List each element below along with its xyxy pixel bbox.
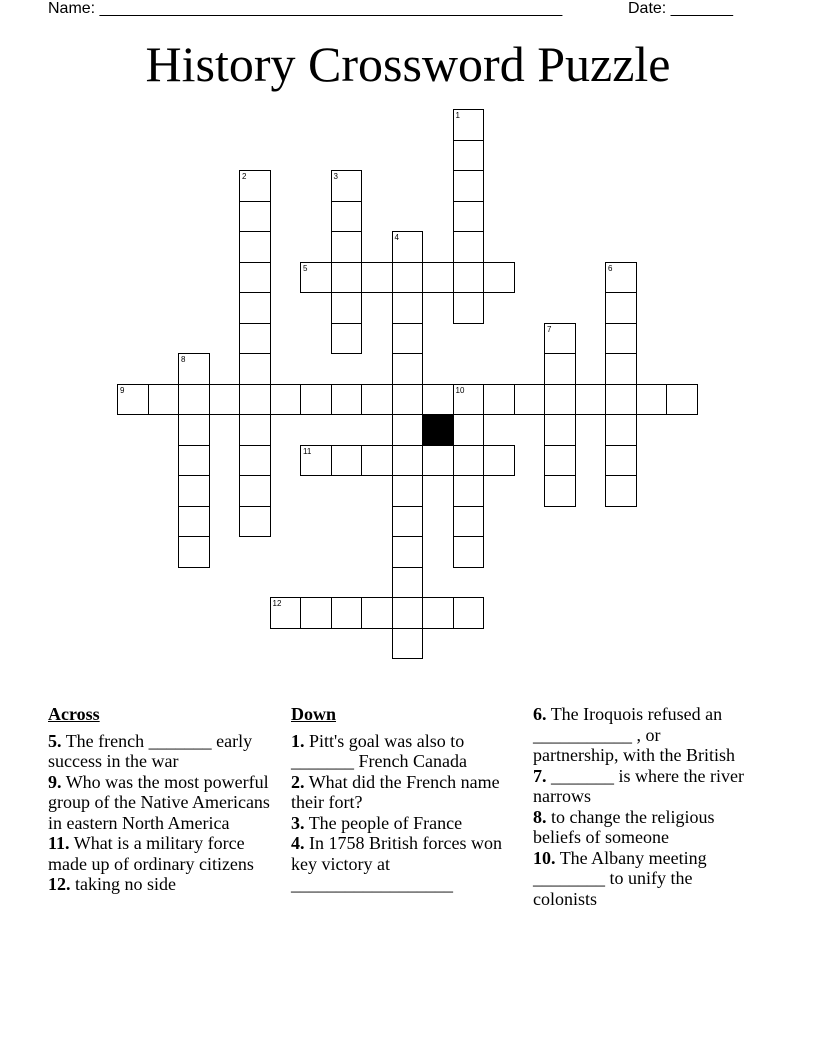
grid-cell[interactable] [453,384,485,416]
grid-cell[interactable] [544,445,576,477]
clue-text: taking no side [75,874,176,894]
grid-cell[interactable] [483,262,515,294]
cell-number: 11 [303,446,312,456]
grid-cell[interactable] [178,445,210,477]
clue-text: Who was the most powerful group of the Native Americans in eastern North America [48,771,270,833]
grid-cell[interactable] [544,323,576,355]
grid-cell[interactable] [483,384,515,416]
grid-cell[interactable] [239,475,271,507]
cell-number: 2 [242,172,247,181]
grid-cell[interactable] [178,353,210,385]
grid-cell[interactable] [392,506,424,538]
grid-cell[interactable] [636,384,668,416]
grid-cell[interactable] [239,201,271,233]
grid-cell[interactable] [239,292,271,324]
clue-down-10 [533,848,747,910]
clue-across-12 [48,874,274,895]
grid-cell[interactable] [422,384,454,416]
clue-number: 6. [533,704,547,724]
cell-number: 9 [120,385,125,395]
grid-cell[interactable] [270,384,302,416]
grid-cell[interactable] [392,597,424,629]
grid-cell[interactable] [544,353,576,385]
grid-cell[interactable] [331,292,363,324]
clue-number: 9. [48,771,62,792]
clue-text: What did the French name their fort? [291,771,500,812]
grid-cell[interactable] [575,384,607,416]
cell-number: 10 [455,385,465,395]
grid-cell[interactable] [544,475,576,507]
cell-number: 12 [272,599,282,608]
grid-cell[interactable] [453,231,485,263]
grid-cell[interactable] [605,445,637,477]
grid-cell[interactable] [392,323,424,355]
grid-cell[interactable] [422,597,454,629]
clue-number: 2. [291,771,305,792]
grid-cell[interactable] [239,445,271,477]
grid-cell[interactable] [392,567,424,599]
grid-cell[interactable] [392,231,424,263]
clue-text: _______ is where the river narrows [533,765,744,806]
clue-text: The Iroquois refused an ___________ , or partnership, with the British [533,704,735,765]
grid-cell[interactable] [300,262,332,294]
grid-cell[interactable] [239,323,271,355]
grid-cell[interactable] [392,353,424,385]
clue-number: 3. [291,812,305,833]
grid-cell[interactable] [331,597,363,629]
grid-cell[interactable] [605,475,637,507]
cell-number: 6 [608,263,613,273]
grid-cell[interactable] [178,384,210,416]
grid-cell[interactable] [605,262,637,294]
grid-cell[interactable] [605,414,637,446]
grid-cell[interactable] [239,506,271,538]
clue-across-5 [48,731,274,772]
grid-cell[interactable] [605,292,637,324]
clue-down-7 [533,766,747,807]
clue-number: 10. [533,847,556,868]
grid-cell[interactable] [392,292,424,324]
grid-cell[interactable] [666,384,698,416]
grid-cell[interactable] [178,536,210,568]
clue-across-9 [48,772,274,834]
name-field-label: Name: ____________________________________________________ [48,0,563,17]
clue-text: In 1758 British forces won key victory at __________________ [291,833,502,894]
grid-cell[interactable] [209,384,241,416]
grid-cell[interactable] [392,475,424,507]
grid-cell[interactable] [453,140,485,172]
clue-number: 12. [48,874,71,894]
grid-cell[interactable] [453,506,485,538]
grid-cell[interactable] [361,445,393,477]
across-clues [48,704,274,895]
clue-number: 8. [533,806,547,827]
clue-down-1 [291,731,503,772]
cell-number: 7 [547,324,552,334]
grid-cell[interactable] [117,384,149,416]
grid-cell[interactable] [331,384,363,416]
grid-cell[interactable] [544,414,576,446]
page-title: History Crossword Puzzle [145,36,671,92]
grid-cell[interactable] [453,445,485,477]
grid-cell[interactable] [392,445,424,477]
grid-cell[interactable] [453,170,485,202]
grid-cell[interactable] [331,201,363,233]
grid-cell[interactable] [178,506,210,538]
cell-number: 4 [394,233,399,242]
grid-cell[interactable] [483,445,515,477]
grid-cell[interactable] [605,323,637,355]
grid-cell[interactable] [605,353,637,385]
grid-cell[interactable] [239,170,271,202]
clue-text: The Albany meeting ________ to unify the colonists [533,847,707,909]
grid-cell[interactable] [148,384,180,416]
clue-text: What is a military force made up of ordinary citizens [48,833,254,874]
grid-cell[interactable] [178,414,210,446]
grid-cell[interactable] [453,597,485,629]
clue-number: 1. [291,730,305,751]
clue-down-6 [533,704,747,766]
cell-number: 1 [455,111,460,120]
grid-cell[interactable] [270,597,302,629]
grid-cell[interactable] [392,628,424,660]
grid-cell[interactable] [453,475,485,507]
grid-cell[interactable] [331,323,363,355]
grid-cell[interactable] [453,414,485,446]
grid-cell[interactable] [331,262,363,294]
grid-cell[interactable] [453,536,485,568]
grid-cell[interactable] [331,231,363,263]
date-field-label: Date: _______ [628,0,733,17]
clue-down-3 [291,813,503,834]
down-clues [291,704,503,895]
clue-number: 7. [533,765,547,786]
grid-cell[interactable] [514,384,546,416]
clue-down-4 [291,833,503,895]
grid-cell[interactable] [361,384,393,416]
grid-cell[interactable] [453,292,485,324]
grid-cell[interactable] [300,384,332,416]
grid-cell[interactable] [392,384,424,416]
grid-cell[interactable] [361,262,393,294]
blocked-cell [422,414,454,446]
grid-cell[interactable] [392,262,424,294]
clue-text: Pitt's goal was also to _______ French Canada [291,730,467,771]
grid-cell[interactable] [453,109,485,141]
clue-down-8 [533,807,747,848]
grid-cell[interactable] [300,445,332,477]
clue-text: to change the religious beliefs of someone [533,806,715,847]
grid-cell[interactable] [361,597,393,629]
clue-down-2 [291,772,503,813]
grid-cell[interactable] [453,201,485,233]
clue-number: 5. [48,730,62,751]
grid-cell[interactable] [392,414,424,446]
grid-cell[interactable] [239,262,271,294]
grid-cell[interactable] [544,384,576,416]
grid-cell[interactable] [239,353,271,385]
grid-cell[interactable] [239,384,271,416]
grid-cell[interactable] [239,231,271,263]
cell-number: 3 [333,172,338,181]
grid-cell[interactable] [605,384,637,416]
clue-text: The people of France [308,812,463,833]
grid-cell[interactable] [331,445,363,477]
clue-number: 11. [48,833,70,853]
grid-cell[interactable] [422,262,454,294]
grid-cell[interactable] [392,536,424,568]
cell-number: 5 [303,263,308,273]
down-clues-continued [533,704,747,909]
clue-text: The french _______ early success in the war [48,730,253,771]
across-heading: Across [48,704,100,724]
clue-number: 4. [291,833,305,853]
clue-across-11 [48,833,274,874]
grid-cell[interactable] [239,414,271,446]
grid-cell[interactable] [178,475,210,507]
grid-cell[interactable] [422,445,454,477]
down-heading: Down [291,704,337,724]
grid-cell[interactable] [453,262,485,294]
grid-cell[interactable] [331,170,363,202]
grid-cell[interactable] [300,597,332,629]
cell-number: 8 [181,355,186,364]
